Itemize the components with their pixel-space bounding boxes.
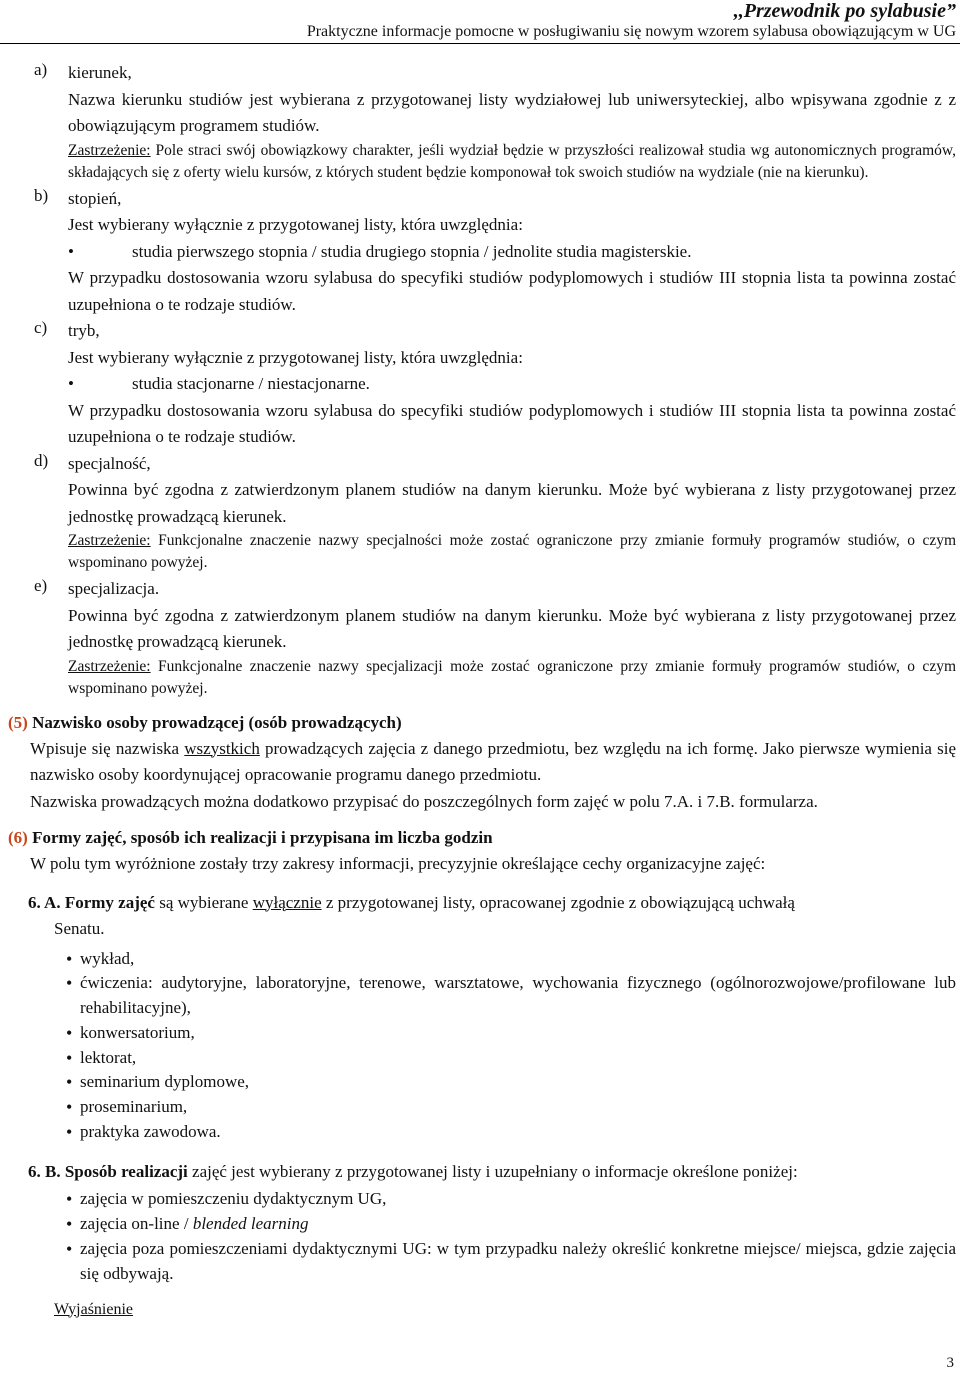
bullet-row — [0, 371, 960, 398]
section-number: (5) — [8, 712, 28, 732]
section-body — [8, 736, 956, 816]
item-specjalizacja — [0, 576, 960, 700]
item-heading: specjalizacja. — [68, 579, 160, 598]
item-text: Jest wybierany wyłącznie z przygotowanej listy, która uwzględnia: — [68, 215, 523, 234]
subsection-text-cont: Senatu. — [54, 919, 105, 938]
text-run: zajęcia on-line / — [80, 1214, 189, 1234]
note-label: Zastrzeżenie: — [68, 141, 151, 159]
item-tryb — [0, 318, 960, 371]
explanation-link-text[interactable]: Wyjaśnienie — [54, 1300, 134, 1318]
item-stopien — [0, 186, 960, 239]
section-intro: W polu tym wyróżnione zostały trzy zakresy informacji, precyzyjnie określające cechy organizacyjne zajęć: — [30, 854, 766, 873]
item-heading: kierunek, — [68, 63, 132, 82]
subsection-text — [28, 1159, 956, 1186]
header-subtitle: Praktyczne informacje pomocne w posługiwaniu się nowym wzorem sylabusa obowiązującym w UG — [306, 23, 956, 40]
item-marker: b) — [34, 185, 49, 205]
subsection-bold: Formy zajęć — [64, 892, 155, 912]
item-kierunek — [0, 60, 960, 184]
text-run: są wybierane — [159, 892, 249, 912]
explanation-link[interactable] — [0, 1301, 960, 1319]
list-item: • ćwiczenia: audytoryjne, laboratoryjne, terenowe, warsztatowe, wychowania fizycznego (ogólnorozwojowe/profilowane lub rehabilitacyjne), — [66, 971, 956, 1021]
subsection-label: 6. B. — [28, 1161, 61, 1181]
bullet-row — [0, 239, 960, 266]
section-5 — [0, 710, 960, 816]
list-item: • proseminarium, — [66, 1095, 956, 1120]
item-marker: c) — [34, 318, 48, 337]
bullet-dot: • — [68, 374, 74, 393]
item-marker: d) — [34, 450, 49, 470]
list-item: • zajęcia poza pomieszczeniami dydaktycznymi UG: w tym przypadku należy określić konkretne miejsce/ miejsca, gdzie zajęcia się odbywają. — [66, 1237, 956, 1287]
section-paragraph: Nazwiska prowadzących można dodatkowo przypisać do poszczególnych form zajęć w polu 7.A. i 7.B. formularza. — [30, 791, 818, 811]
section-6 — [0, 825, 960, 878]
item-extra — [0, 398, 960, 451]
item-note — [68, 656, 956, 700]
bullet-dot: • — [68, 241, 74, 261]
realization-list — [28, 1187, 956, 1286]
forms-list — [28, 947, 956, 1145]
underlined-word: wszystkich — [184, 738, 260, 758]
subsection-label: 6. A. — [28, 892, 61, 912]
section-title — [8, 710, 956, 736]
section-title-text: Formy zajęć, sposób ich realizacji i przypisana im liczba godzin — [32, 828, 493, 847]
bullet-text: studia stacjonarne / niestacjonarne. — [132, 374, 370, 393]
underlined-word: wyłącznie — [252, 892, 322, 912]
item-note — [68, 140, 956, 184]
section-title — [8, 825, 956, 851]
item-marker: e) — [34, 576, 48, 595]
list-item: • konwersatorium, — [66, 1021, 956, 1046]
item-extra-text: W przypadku dostosowania wzoru sylabusa do specyfiki studiów podyplomowych i studiów III stopnia lista ta powinna zostać uzupełniona o te rodzaje studiów. — [68, 268, 956, 314]
list-item: • lektorat, — [66, 1046, 956, 1071]
item-extra — [0, 265, 960, 318]
page-header — [307, 0, 956, 41]
section-paragraph — [30, 736, 956, 789]
subsection-bold: Sposób realizacji — [64, 1161, 188, 1181]
list-item: • seminarium dyplomowe, — [66, 1070, 956, 1095]
item-heading: tryb, — [68, 321, 100, 340]
note-label: Zastrzeżenie: — [68, 657, 151, 675]
note-text: Funkcjonalne znaczenie nazwy specjalizacji może zostać ograniczone przy zmianie formuły programów studiów, o czym wspominano powyżej. — [68, 657, 957, 697]
subsection-6a — [0, 890, 960, 1145]
item-text: Powinna być zgodna z zatwierdzonym planem studiów na danym kierunku. Może być wybierana z listy przygotowanej przez jednostkę prowadzącą kierunek. — [68, 605, 956, 651]
note-text: Pole straci swój obowiązkowy charakter, jeśli wydział będzie w przyszłości realizował studia wg autonomicznych programów, składających się z oferty wielu kursów, z których student będzie komponował tok swoich studiów na wydziale (nie na kierunku). — [68, 141, 956, 181]
item-specjalnosc — [0, 451, 960, 575]
list-item: • wykład, — [66, 947, 956, 972]
list-item: • zajęcia w pomieszczeniu dydaktycznym UG, — [66, 1187, 956, 1212]
subsection-6b — [0, 1159, 960, 1287]
text-run: zajęć jest wybierany z przygotowanej listy i uzupełniany o informacje określone poniżej: — [192, 1161, 798, 1181]
item-note — [68, 530, 956, 574]
list-item: • praktyka zawodowa. — [66, 1120, 956, 1145]
note-text: Funkcjonalne znaczenie nazwy specjalności może zostać ograniczone przy zmianie formuły programów studiów, o czym wspominano powyżej. — [68, 532, 957, 571]
item-text: Jest wybierany wyłącznie z przygotowanej listy, która uwzględnia: — [68, 347, 523, 367]
text-run: Wpisuje się nazwiska — [30, 738, 180, 758]
section-number: (6) — [8, 828, 28, 847]
page-number: 3 — [946, 1355, 954, 1371]
text-run: z przygotowanej listy, opracowanej zgodnie z obowiązującą uchwałą — [325, 892, 795, 912]
item-text: Nazwa kierunku studiów jest wybierana z przygotowanej listy wydziałowej lub uniwersyteckiej, albo wpisywana zgodnie z z obowiązującym programem studiów. — [68, 89, 956, 135]
item-heading: specjalność, — [68, 453, 151, 473]
list-item — [66, 1212, 956, 1237]
header-rule — [0, 43, 960, 44]
bullet-text: studia pierwszego stopnia / studia drugiego stopnia / jednolite studia magisterskie. — [132, 241, 692, 261]
text-run: prowadzących zajęcia z danego przedmiotu, bez względu na ich formę. Jako pierwsze wymienia się nazwisko osoby koordynującej opracowanie programu danego przedmiotu. — [30, 738, 957, 784]
section-title-text: Nazwisko osoby prowadzącej (osób prowadzących) — [32, 712, 402, 732]
header-title: ,,Przewodnik po sylabusie” — [733, 0, 956, 22]
document-body — [0, 60, 960, 1319]
item-extra-text: W przypadku dostosowania wzoru sylabusa do specyfiki studiów podyplomowych i studiów III stopnia lista ta powinna zostać uzupełniona o te rodzaje studiów. — [68, 400, 956, 446]
note-label: Zastrzeżenie: — [68, 532, 151, 549]
section-body — [8, 851, 956, 878]
item-marker: a) — [34, 60, 48, 79]
item-text: Powinna być zgodna z zatwierdzonym planem studiów na danym kierunku. Może być wybierana z listy przygotowanej przez jednostkę prowadzącą kierunek. — [68, 480, 956, 526]
item-heading: stopień, — [68, 188, 122, 208]
italic-term: blended learning — [192, 1214, 309, 1234]
subsection-text — [28, 890, 956, 917]
